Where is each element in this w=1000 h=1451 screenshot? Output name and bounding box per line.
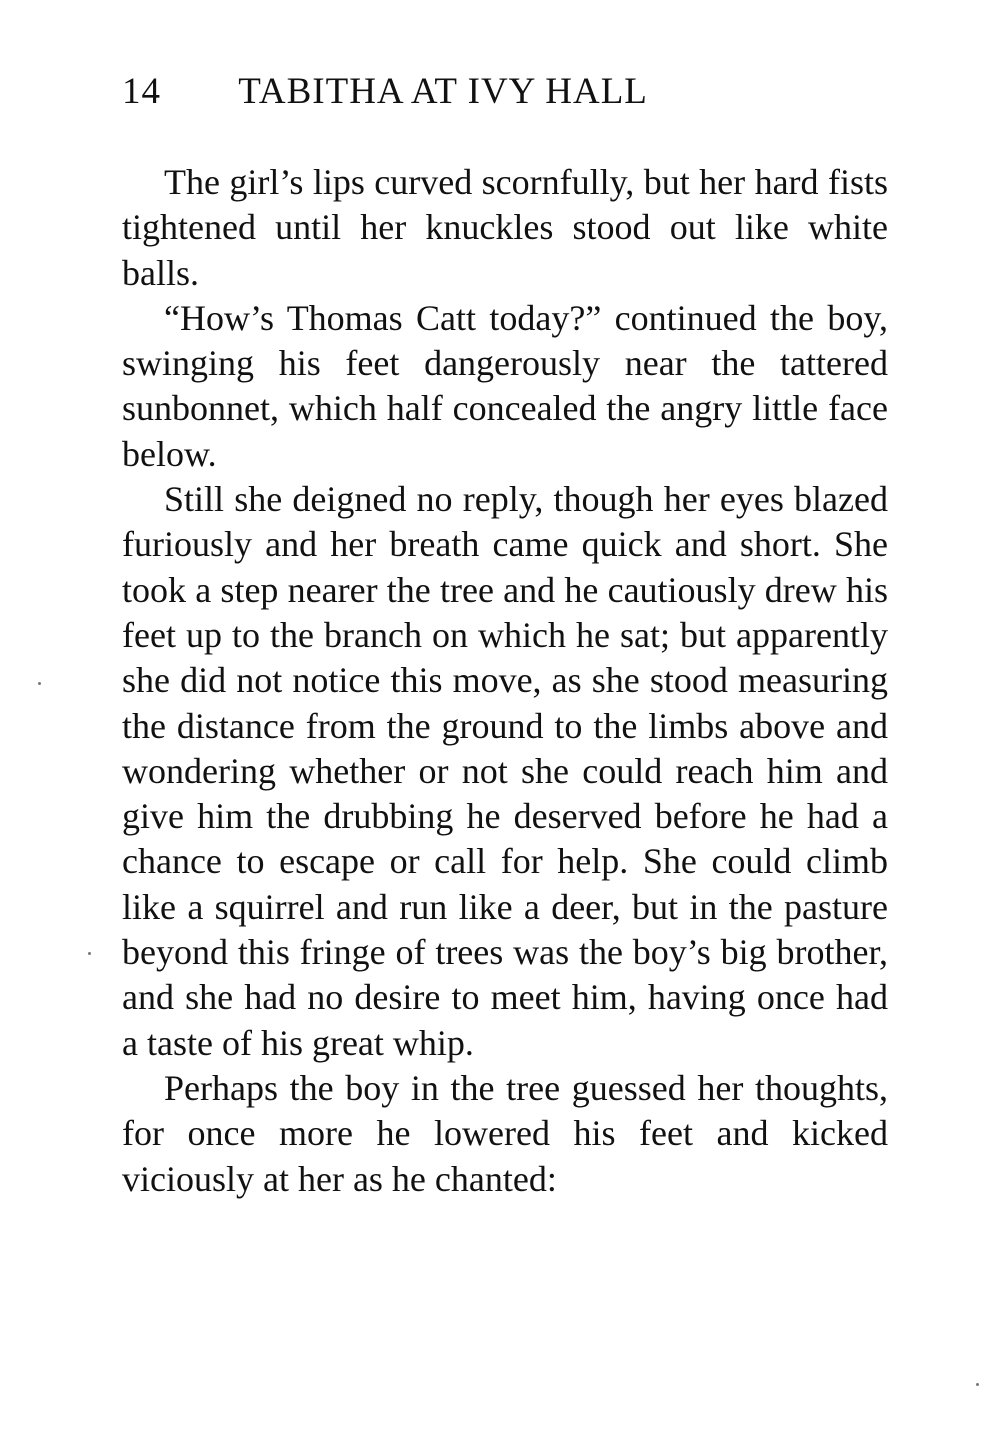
body-text <box>122 160 888 1202</box>
page-header <box>122 70 802 120</box>
paragraph: “How’s Thomas Catt today?” continued the boy, swinging his feet dangerously near the tattered sunbonnet, which half concealed the angry little face below. <box>122 297 888 474</box>
paragraph: The girl’s lips curved scornfully, but her hard fists tightened until her knuckles stood out like white balls. <box>122 162 888 293</box>
running-title: TABITHA AT IVY HALL <box>238 71 648 112</box>
paragraph: Perhaps the boy in the tree guessed her thoughts, for once more he lowered his feet and kicked viciously at her as he chanted: <box>122 1067 888 1199</box>
page-number: 14 <box>122 71 161 112</box>
scan-speck <box>976 1383 979 1386</box>
scan-speck <box>88 952 91 955</box>
scan-speck <box>38 682 41 685</box>
paragraph: Still she deigned no reply, though her eyes blazed furiously and her breath came quick and short. She took a step nearer the tree and he cautiously drew his feet up to the branch on which he sat; but apparently she did not notice this move, as she stood measuring the distance from the ground to the limbs above and wondering whether or not she could reach him and give him the drubbing he deserved before he had a chance to escape or call for help. She could climb like a squirrel and run like a deer, but in the pasture beyond this fringe of trees was the boy’s big brother, and she had no desire to meet him, having once had a taste of his great whip. <box>122 479 888 1063</box>
